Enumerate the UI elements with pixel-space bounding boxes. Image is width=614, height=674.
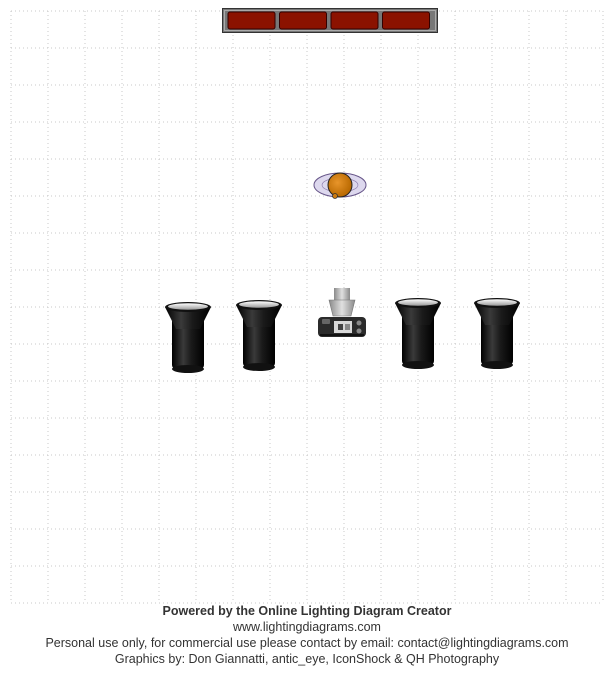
footer-powered-by: Powered by the Online Lighting Diagram Creator (162, 604, 452, 618)
toolbar-button-4[interactable] (383, 12, 430, 29)
strobe-with-reflector-icon[interactable] (236, 300, 282, 371)
toolbar (223, 9, 438, 33)
footer-license-note: Personal use only, for commercial use please contact by email: contact@lightingdiagrams.com (45, 636, 569, 650)
strobe-with-reflector-icon[interactable] (165, 302, 211, 373)
toolbar-button-1[interactable] (228, 12, 275, 29)
toolbar-button-2[interactable] (280, 12, 327, 29)
strobe-with-reflector-icon[interactable] (474, 298, 520, 369)
footer-graphics-credits: Graphics by: Don Giannatti, antic_eye, IconShock & QH Photography (114, 652, 500, 666)
camera-icon[interactable] (318, 288, 366, 337)
footer-website[interactable]: www.lightingdiagrams.com (233, 620, 381, 634)
toolbar-button-3[interactable] (331, 12, 378, 29)
person-top-view-icon[interactable] (314, 173, 366, 199)
credits-footer (0, 603, 614, 667)
strobe-with-reflector-icon[interactable] (395, 298, 441, 369)
